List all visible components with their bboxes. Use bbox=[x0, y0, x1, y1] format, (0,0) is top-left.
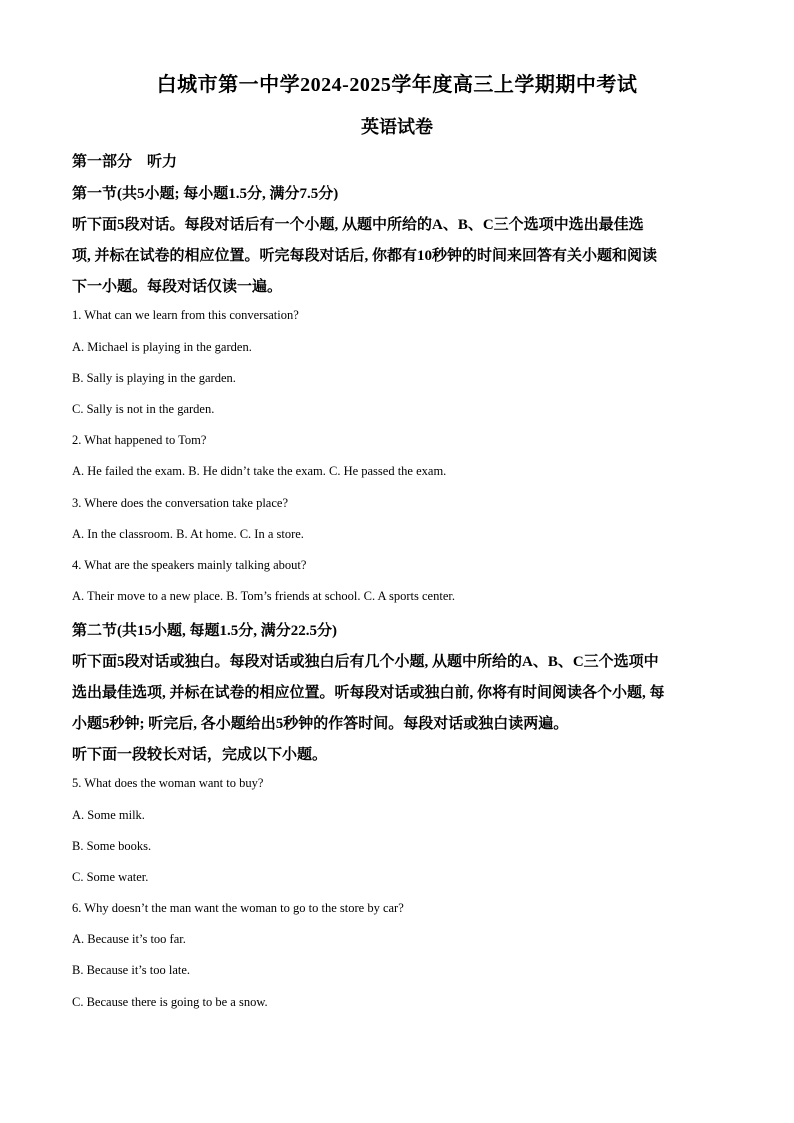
question-5: 5. What does the woman want to buy? bbox=[72, 776, 264, 790]
section1-instruction-line: 听下面5段对话。每段对话后有一个小题, 从题中所给的A、B、C三个选项中选出最佳选 bbox=[72, 217, 644, 233]
question-1-option-c: C. Sally is not in the garden. bbox=[72, 402, 215, 416]
section2-lead: 听下面一段较长对话，完成以下小题。 bbox=[72, 747, 328, 763]
question-4-options: A. Their move to a new place. B. Tom’s friends at school. C. A sports center. bbox=[72, 589, 455, 603]
question-1-option-a: A. Michael is playing in the garden. bbox=[72, 340, 252, 354]
section1-instruction-line: 项, 并标在试卷的相应位置。听完每段对话后, 你都有10秒钟的时间来回答有关小题和阅读 bbox=[72, 248, 658, 264]
question-1: 1. What can we learn from this conversation? bbox=[72, 308, 299, 322]
exam-subtitle: 英语试卷 bbox=[361, 117, 433, 137]
question-6-option-b: B. Because it’s too late. bbox=[72, 963, 191, 977]
section2-instruction-line: 听下面5段对话或独白。每段对话或独白后有几个小题, 从题中所给的A、B、C三个选项中 bbox=[72, 654, 659, 670]
question-2: 2. What happened to Tom? bbox=[72, 433, 207, 447]
question-5-option-b: B. Some books. bbox=[72, 839, 152, 853]
question-5-option-c: C. Some water. bbox=[72, 870, 149, 884]
question-6-option-c: C. Because there is going to be a snow. bbox=[72, 995, 268, 1009]
exam-title: 白城市第一中学2024-2025学年度高三上学期期中考试 bbox=[156, 74, 638, 96]
question-6-option-a: A. Because it’s too far. bbox=[72, 932, 186, 946]
question-5-option-a: A. Some milk. bbox=[72, 808, 145, 822]
part1-heading: 第一部分 听力 bbox=[72, 154, 178, 170]
section1-heading: 第一节(共5小题; 每小题1.5分, 满分7.5分) bbox=[72, 186, 339, 202]
section2-heading: 第二节(共15小题, 每题1.5分, 满分22.5分) bbox=[72, 623, 337, 639]
question-4: 4. What are the speakers mainly talking about? bbox=[72, 558, 307, 572]
question-3-options: A. In the classroom. B. At home. C. In a store. bbox=[72, 527, 304, 541]
question-2-options: A. He failed the exam. B. He didn’t take the exam. C. He passed the exam. bbox=[72, 464, 447, 478]
question-6: 6. Why doesn’t the man want the woman to go to the store by car? bbox=[72, 901, 404, 915]
section2-instruction-line: 选出最佳选项, 并标在试卷的相应位置。听每段对话或独白前, 你将有时间阅读各个小题, 每 bbox=[72, 685, 665, 701]
question-1-option-b: B. Sally is playing in the garden. bbox=[72, 371, 236, 385]
question-3: 3. Where does the conversation take place? bbox=[72, 496, 288, 510]
section1-instruction-line: 下一小题。每段对话仅读一遍。 bbox=[72, 279, 283, 295]
section2-instruction-line: 小题5秒钟; 听完后, 各小题给出5秒钟的作答时间。每段对话或独白读两遍。 bbox=[72, 716, 569, 732]
